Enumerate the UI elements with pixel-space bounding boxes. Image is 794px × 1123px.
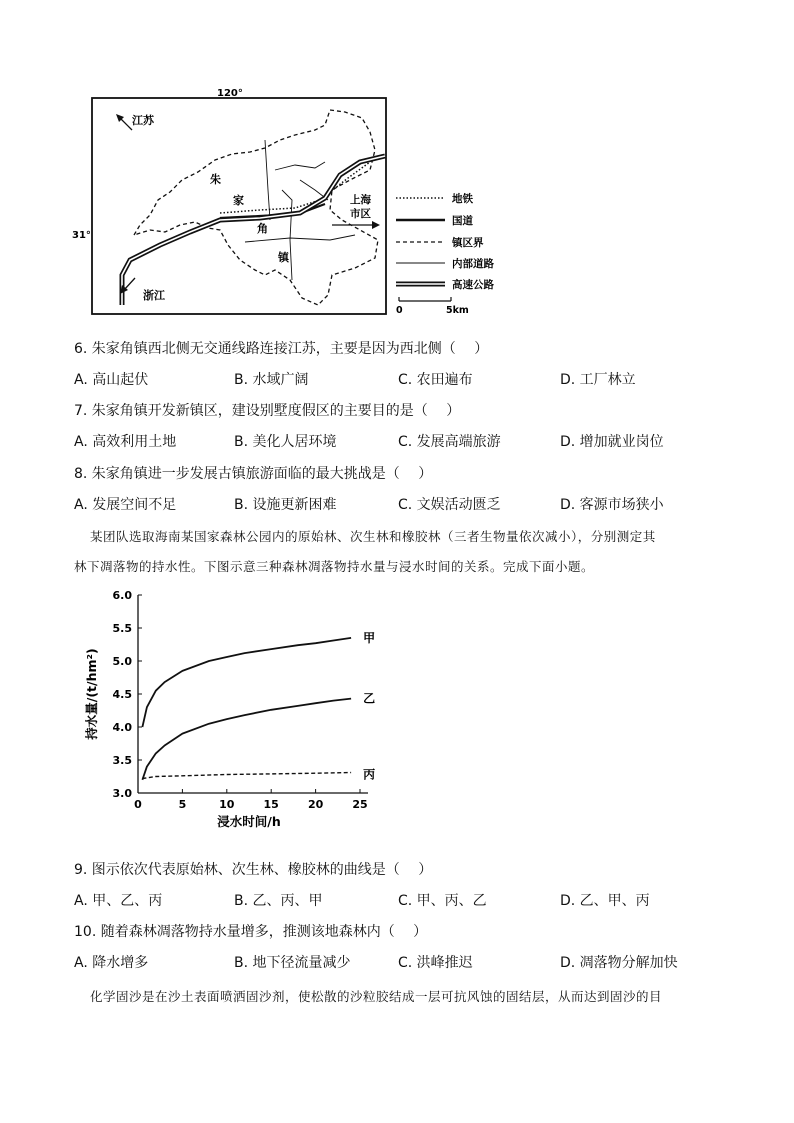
- y-axis-title: 持水量/(t/hm²): [84, 648, 99, 740]
- question-7-option-a[interactable]: A. 高效利用土地: [74, 434, 177, 450]
- legend-label: 国道: [452, 215, 473, 227]
- series-label: 乙: [363, 691, 376, 706]
- expressway-inner: [122, 156, 385, 305]
- expressway: [122, 156, 385, 305]
- question-7-option-b[interactable]: B. 美化人居环境: [234, 434, 337, 450]
- scale-bar: [396, 297, 469, 316]
- question-10-stem: 10. 随着森林凋落物持水量增多，推测该地森林内（ ）: [74, 924, 428, 940]
- shanghai-label: 上海: [350, 194, 371, 206]
- inner-road: [265, 140, 270, 220]
- question-8-option-d[interactable]: D. 客源市场狭小: [560, 497, 664, 513]
- question-9-option-c[interactable]: C. 甲、丙、乙: [398, 893, 487, 909]
- latitude-label: 31°: [72, 230, 91, 241]
- inner-road: [282, 190, 292, 280]
- series-line: [142, 773, 351, 779]
- legend-label: 高速公路: [452, 279, 494, 291]
- question-8-option-c[interactable]: C. 文娱活动匮乏: [398, 497, 501, 513]
- x-tick-label: 0: [134, 798, 142, 811]
- y-tick-label: 3.0: [112, 787, 132, 800]
- town-char-zhu: 朱: [210, 173, 221, 186]
- question-10-option-b[interactable]: B. 地下径流量减少: [234, 955, 351, 971]
- x-tick-label: 10: [219, 798, 235, 811]
- question-9-option-b[interactable]: B. 乙、丙、甲: [234, 893, 323, 909]
- zhejiang-label: 浙江: [143, 289, 165, 302]
- map-legend: [396, 192, 494, 291]
- scale-start: 0: [396, 305, 403, 316]
- series-line: [142, 638, 351, 727]
- question-9-option-d[interactable]: D. 乙、甲、丙: [560, 893, 650, 909]
- series-line: [142, 699, 351, 780]
- y-tick-label: 4.5: [112, 688, 132, 701]
- question-6-option-a[interactable]: A. 高山起伏: [74, 372, 149, 388]
- question-6-option-d[interactable]: D. 工厂林立: [560, 372, 636, 388]
- y-tick-label: 3.5: [112, 754, 132, 767]
- question-10-option-c[interactable]: C. 洪峰推迟: [398, 955, 473, 971]
- question-6-option-b[interactable]: B. 水域广阔: [234, 372, 309, 388]
- passage-2-line-1: 化学固沙是在沙土表面喷洒固沙剂，使松散的沙粒胶结成一层可抗风蚀的固结层，从而达到固沙的目: [90, 989, 663, 1004]
- town-boundary: [134, 110, 378, 305]
- question-9-option-a[interactable]: A. 甲、乙、丙: [74, 893, 163, 909]
- series-label: 丙: [363, 767, 376, 782]
- question-8-stem: 8. 朱家角镇进一步发展古镇旅游面临的最大挑战是（ ）: [74, 466, 433, 482]
- question-7-stem: 7. 朱家角镇开发新镇区，建设别墅度假区的主要目的是（ ）: [74, 403, 461, 419]
- jiangsu-label: 江苏: [132, 114, 154, 127]
- y-tick-label: 4.0: [112, 721, 132, 734]
- jiangsu-arrow: [120, 118, 132, 130]
- y-tick-label: 5.5: [112, 622, 132, 635]
- x-tick-label: 15: [263, 798, 279, 811]
- question-6-stem: 6. 朱家角镇西北侧无交通线路连接江苏，主要是因为西北侧（ ）: [74, 341, 489, 357]
- question-8-option-b[interactable]: B. 设施更新困难: [234, 497, 337, 513]
- question-6-option-c[interactable]: C. 农田遍布: [398, 372, 473, 388]
- legend-label: 地铁: [452, 193, 473, 205]
- zhujiajiao-map: [70, 80, 510, 320]
- y-tick-label: 5.0: [112, 655, 132, 668]
- question-7-option-c[interactable]: C. 发展高端旅游: [398, 434, 501, 450]
- question-10-option-d[interactable]: D. 凋落物分解加快: [560, 955, 678, 971]
- shanghai-arrowhead: [372, 221, 380, 229]
- x-tick-label: 20: [307, 798, 324, 811]
- town-char-zhen: 镇: [278, 251, 289, 264]
- question-7-option-d[interactable]: D. 增加就业岗位: [560, 434, 664, 450]
- legend-label: 内部道路: [452, 258, 494, 270]
- town-char-jia: 家: [233, 194, 244, 207]
- x-tick-label: 25: [352, 798, 368, 811]
- x-tick-label: 5: [178, 798, 187, 811]
- shanghai-label-2: 市区: [350, 208, 371, 220]
- passage-1-line-1: 某团队选取海南某国家森林公园内的原始林、次生林和橡胶林（三者生物量依次减小），分别测定其: [90, 529, 656, 544]
- inner-road: [275, 162, 325, 170]
- y-tick-label: 6.0: [112, 589, 132, 602]
- question-9-stem: 9. 图示依次代表原始林、次生林、橡胶林的曲线是（ ）: [74, 862, 433, 878]
- inner-road: [245, 235, 355, 242]
- series-label: 甲: [363, 630, 376, 645]
- town-char-jiao: 角: [257, 222, 268, 235]
- question-10-option-a[interactable]: A. 降水增多: [74, 955, 149, 971]
- scale-end: 5km: [446, 305, 469, 316]
- longitude-label: 120°: [217, 88, 243, 99]
- passage-1-line-2: 林下凋落物的持水性。下图示意三种森林凋落物持水量与浸水时间的关系。完成下面小题。: [74, 559, 595, 574]
- x-axis-title: 浸水时间/h: [217, 814, 281, 829]
- question-8-option-a[interactable]: A. 发展空间不足: [74, 497, 177, 513]
- water-holding-chart: [80, 585, 400, 845]
- legend-label: 镇区界: [452, 237, 484, 249]
